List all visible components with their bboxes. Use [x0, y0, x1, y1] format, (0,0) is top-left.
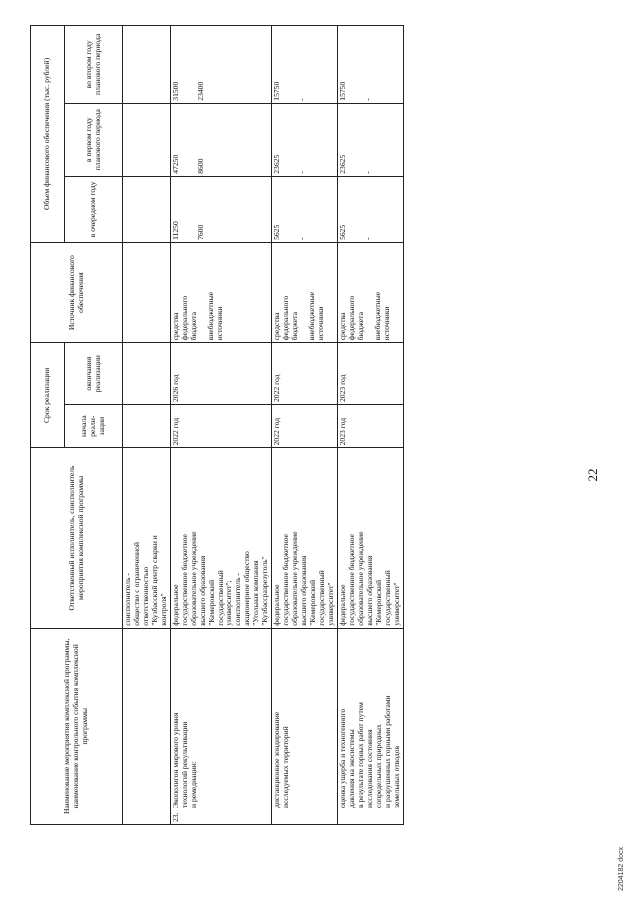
header-year-first: в первом году планового периода — [65, 103, 123, 176]
row-end: 2026 год — [170, 343, 271, 405]
header-year-current: в очередном году — [65, 176, 123, 242]
header-executor: Ответственный исполнитель, соисполнитель мероприятия комплексной программы — [31, 448, 123, 628]
row-end: 2022 год — [272, 343, 338, 405]
row-name: оценка ущерба и техногенного давления на экосистемы в результате горных работ путем исследования состояния сопредельных природных и разрушенных горными работами земельных отводов — [337, 628, 403, 824]
header-term-end: окончания реализации — [65, 343, 123, 405]
row-volume-current: 5625 - — [337, 176, 403, 242]
row-volume-first: 23625 - — [272, 103, 338, 176]
row-name: дистанционное зондирование исследуемых территорий — [272, 628, 338, 824]
row-executor: федеральное государственное бюджетное образовательное учреждение высшего образования "Кемеровский государственный университет" — [272, 448, 338, 628]
row-volume-current: 5625 - — [272, 176, 338, 242]
continuation-executor: соисполнитель - общество с ограниченной ответственностью "Кузбасский центр сварки и контроля" — [123, 448, 171, 628]
row-executor: федеральное государственное бюджетное образовательное учреждение высшего образования "Кемеровский государственный университет" — [337, 448, 403, 628]
row-volume-current: 11250 7600 — [170, 176, 271, 242]
page-number: 22 — [585, 468, 600, 482]
table-row — [170, 26, 271, 825]
row-volume-second: 31500 23400 — [170, 26, 271, 104]
row-executor: федеральное государственное бюджетное образовательное учреждение высшего образования "Кемеровский государственный университет"; соисполнитель - акционерное общество "Угольная компания "Кузбассразрезуголь" — [170, 448, 271, 628]
table-row — [337, 26, 403, 825]
header-year-second: во втором году планового периода — [65, 26, 123, 104]
row-start: 2022 год — [170, 405, 271, 448]
row-source: средства федерального бюджета внебюджетные источники — [272, 242, 338, 342]
header-term-start: начала реали-зации — [65, 405, 123, 448]
row-volume-second: 15750 - — [337, 26, 403, 104]
row-source: средства федерального бюджета внебюджетные источники — [170, 242, 271, 342]
footer-filename: 2204182 docx — [618, 847, 625, 891]
header-volume: Объем финансового обеспечения (тыс. рублей) — [31, 26, 65, 243]
program-table — [30, 25, 404, 825]
header-term: Срок реализации — [31, 343, 65, 448]
header-name: Наименование мероприятия комплексной программы, наименование контрольного события комплексной программы — [31, 628, 123, 824]
row-start: 2022 год — [272, 405, 338, 448]
row-name: 23.Экополигон мирового уровня технологий рекультивации и ремедиации: — [170, 628, 271, 824]
row-volume-first: 23625 - — [337, 103, 403, 176]
table-row — [272, 26, 338, 825]
row-volume-second: 15750 - — [272, 26, 338, 104]
row-end: 2023 год — [337, 343, 403, 405]
row-volume-first: 47250 8600 — [170, 103, 271, 176]
header-source: Источник финансового обеспечения — [31, 242, 123, 342]
table-row-continuation — [123, 26, 171, 825]
row-start: 2023 год — [337, 405, 403, 448]
row-source: средства федерального бюджета внебюджетные источники — [337, 242, 403, 342]
